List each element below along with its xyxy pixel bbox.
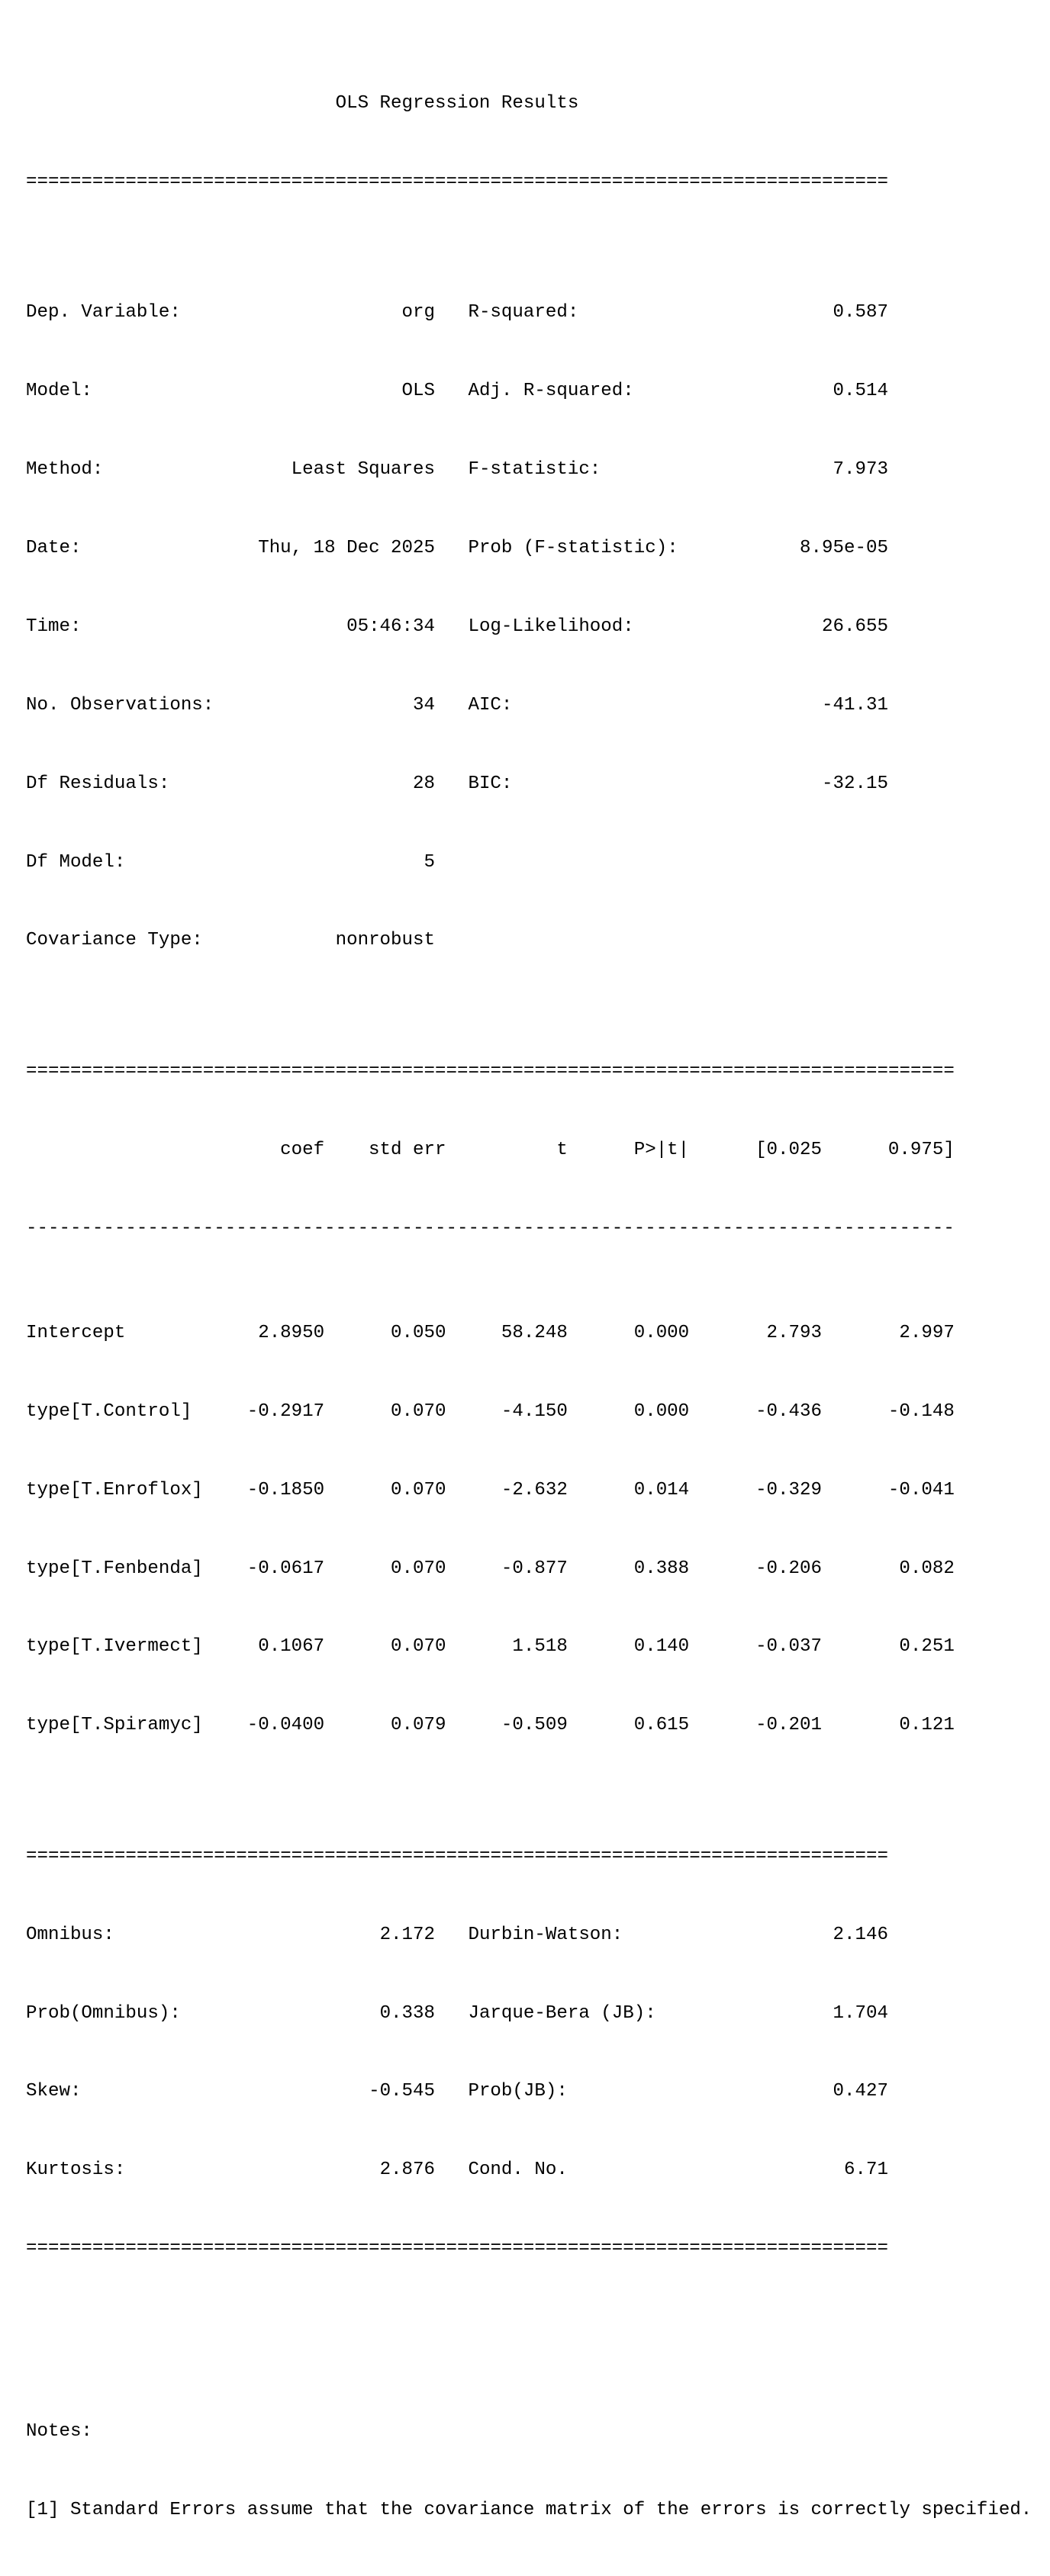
stat-label: Prob (F-statistic): bbox=[468, 537, 678, 558]
divider-dash: ------------------------------------------------------------------------------------ bbox=[26, 1217, 955, 1239]
ci-low-value: -0.201 bbox=[755, 1715, 822, 1736]
column-header-t: t bbox=[556, 1139, 568, 1160]
stat-value: -41.31 bbox=[822, 694, 888, 716]
stat-label: Prob(JB): bbox=[468, 2081, 568, 2102]
coef-row bbox=[26, 1556, 1050, 1582]
stat-value: 1.704 bbox=[833, 2002, 888, 2024]
stat-label: Kurtosis: bbox=[26, 2160, 126, 2181]
p-value: 0.000 bbox=[633, 1401, 690, 1422]
info-left-cell bbox=[26, 535, 435, 561]
stat-value: 28 bbox=[413, 773, 435, 794]
t-value: 1.518 bbox=[512, 1636, 568, 1658]
info-row bbox=[26, 300, 1050, 326]
column-gap bbox=[435, 2157, 468, 2183]
stat-value: Thu, 18 Dec 2025 bbox=[258, 537, 435, 558]
stat-value: 0.514 bbox=[833, 381, 888, 402]
stat-value: Least Squares bbox=[291, 459, 435, 481]
stat-value: 0.427 bbox=[833, 2081, 888, 2102]
info-left-cell bbox=[26, 771, 435, 797]
stat-value: 05:46:34 bbox=[346, 616, 435, 637]
stat-value: 7.973 bbox=[833, 459, 888, 481]
stat-label: BIC: bbox=[468, 773, 513, 794]
stat-value: org bbox=[401, 302, 435, 323]
stat-value: 5 bbox=[424, 851, 435, 873]
info-row bbox=[26, 771, 1050, 797]
stat-value: 26.655 bbox=[822, 616, 888, 637]
stat-value: 2.172 bbox=[379, 1924, 435, 1945]
info-left-cell bbox=[26, 850, 435, 876]
info-row bbox=[26, 457, 1050, 483]
coef-value: -0.1850 bbox=[246, 1479, 325, 1500]
info-row bbox=[26, 614, 1050, 640]
info-left-cell bbox=[26, 928, 435, 954]
stderr-value: 0.070 bbox=[391, 1401, 446, 1422]
stat-label: Method: bbox=[26, 459, 104, 481]
stat-value: 2.146 bbox=[833, 1924, 888, 1945]
coef-header-row bbox=[26, 1137, 1050, 1163]
stderr-value: 0.079 bbox=[391, 1715, 446, 1736]
ci-low-value: -0.436 bbox=[755, 1401, 822, 1422]
coef-value: -0.0617 bbox=[246, 1558, 325, 1579]
t-value: -0.877 bbox=[501, 1558, 568, 1579]
ci-low-value: 2.793 bbox=[766, 1322, 822, 1343]
stat-label: Adj. R-squared: bbox=[468, 381, 634, 402]
diagnostic-row bbox=[26, 2157, 1050, 2183]
coef-variable-name: type[T.Control] bbox=[26, 1401, 192, 1422]
info-right-cell bbox=[468, 457, 887, 483]
column-gap bbox=[435, 300, 468, 326]
ci-low-value: -0.037 bbox=[755, 1636, 822, 1658]
diagnostic-row bbox=[26, 2079, 1050, 2105]
stat-value: OLS bbox=[401, 381, 435, 402]
t-value: -4.150 bbox=[501, 1401, 568, 1422]
blank-line bbox=[26, 2340, 1050, 2366]
diagnostic-row bbox=[26, 1922, 1050, 1948]
coef-row bbox=[26, 1399, 1050, 1425]
stat-value: nonrobust bbox=[335, 930, 435, 951]
column-gap bbox=[435, 2001, 468, 2027]
info-left-cell bbox=[26, 614, 435, 640]
stat-value: -0.545 bbox=[369, 2081, 435, 2102]
info-right-cell bbox=[468, 693, 887, 719]
column-gap bbox=[435, 535, 468, 561]
info-row bbox=[26, 850, 1050, 876]
notes-heading: Notes: bbox=[26, 2421, 92, 2443]
diag-left-cell bbox=[26, 2001, 435, 2027]
info-row bbox=[26, 693, 1050, 719]
ci-low-value: -0.206 bbox=[755, 1558, 822, 1579]
stat-label: Df Model: bbox=[26, 851, 126, 873]
coef-variable-name: type[T.Spiramyc] bbox=[26, 1715, 203, 1736]
info-row bbox=[26, 378, 1050, 404]
stderr-value: 0.070 bbox=[391, 1479, 446, 1500]
info-right-cell bbox=[468, 535, 887, 561]
p-value: 0.014 bbox=[633, 1479, 690, 1500]
column-header-coef: coef bbox=[280, 1139, 325, 1160]
column-header-ci-high: 0.975] bbox=[887, 1139, 955, 1160]
column-header-stderr: std err bbox=[369, 1139, 446, 1160]
coef-value: 0.1067 bbox=[258, 1636, 325, 1658]
info-right-cell bbox=[468, 928, 887, 954]
column-header-ci-low: [0.025 bbox=[755, 1139, 822, 1160]
stat-label: Durbin-Watson: bbox=[468, 1924, 623, 1945]
diag-right-cell bbox=[468, 1922, 887, 1948]
coef-row bbox=[26, 1320, 1050, 1346]
info-left-cell bbox=[26, 378, 435, 404]
stat-value: 8.95e-05 bbox=[800, 537, 888, 558]
t-value: 58.248 bbox=[501, 1322, 568, 1343]
column-gap bbox=[435, 771, 468, 797]
column-gap bbox=[435, 614, 468, 640]
info-right-cell bbox=[468, 771, 887, 797]
stat-value: 6.71 bbox=[843, 2160, 888, 2181]
diagnostic-row bbox=[26, 2001, 1050, 2027]
stat-value: -32.15 bbox=[822, 773, 888, 794]
info-row bbox=[26, 535, 1050, 561]
coef-variable-name: type[T.Ivermect] bbox=[26, 1636, 203, 1658]
diag-left-cell bbox=[26, 2157, 435, 2183]
column-header-variable bbox=[26, 1137, 203, 1163]
stat-label: Prob(Omnibus): bbox=[26, 2002, 181, 2024]
stat-label: Dep. Variable: bbox=[26, 302, 181, 323]
info-right-cell bbox=[468, 850, 887, 876]
stat-label: No. Observations: bbox=[26, 694, 214, 716]
column-gap bbox=[435, 850, 468, 876]
ci-high-value: -0.148 bbox=[887, 1401, 955, 1422]
info-right-cell bbox=[468, 300, 887, 326]
report-title: OLS Regression Results bbox=[335, 92, 579, 114]
divider-double-bottom: ============================================================================== bbox=[26, 2238, 888, 2259]
diag-right-cell bbox=[468, 2157, 887, 2183]
info-left-cell bbox=[26, 457, 435, 483]
stat-label: Log-Likelihood: bbox=[468, 616, 634, 637]
diag-left-cell bbox=[26, 2079, 435, 2105]
info-left-cell bbox=[26, 300, 435, 326]
info-row bbox=[26, 928, 1050, 954]
stat-label: Jarque-Bera (JB): bbox=[468, 2002, 656, 2024]
stat-value: 0.338 bbox=[379, 2002, 435, 2024]
column-gap bbox=[435, 2079, 468, 2105]
column-gap bbox=[435, 457, 468, 483]
stat-label: Date: bbox=[26, 537, 82, 558]
stat-label: F-statistic: bbox=[468, 459, 601, 481]
stderr-value: 0.070 bbox=[391, 1558, 446, 1579]
ci-high-value: 0.082 bbox=[899, 1558, 955, 1579]
stat-value: 0.587 bbox=[833, 302, 888, 323]
info-right-cell bbox=[468, 378, 887, 404]
stat-label: R-squared: bbox=[468, 302, 579, 323]
p-value: 0.615 bbox=[633, 1715, 690, 1736]
coef-value: 2.8950 bbox=[258, 1322, 325, 1343]
ci-high-value: 2.997 bbox=[899, 1322, 955, 1343]
info-right-cell bbox=[468, 614, 887, 640]
p-value: 0.388 bbox=[633, 1558, 690, 1579]
diag-right-cell bbox=[468, 2001, 887, 2027]
divider-double-coef-top: ==================================================================================== bbox=[26, 1060, 955, 1082]
stat-value: 2.876 bbox=[379, 2160, 435, 2181]
stat-label: Covariance Type: bbox=[26, 930, 203, 951]
stderr-value: 0.070 bbox=[391, 1636, 446, 1658]
ci-high-value: 0.251 bbox=[899, 1636, 955, 1658]
column-gap bbox=[435, 928, 468, 954]
stat-label: Df Residuals: bbox=[26, 773, 170, 794]
notes-item: [1] Standard Errors assume that the covariance matrix of the errors is correctly specified. bbox=[26, 2500, 1032, 2521]
p-value: 0.000 bbox=[633, 1322, 690, 1343]
column-gap bbox=[435, 1922, 468, 1948]
stderr-value: 0.050 bbox=[391, 1322, 446, 1343]
stat-label: Omnibus: bbox=[26, 1924, 114, 1945]
coef-row bbox=[26, 1713, 1050, 1738]
column-header-pvalue: P>|t| bbox=[633, 1139, 690, 1160]
divider-double-top: ============================================================================== bbox=[26, 171, 888, 192]
coef-value: -0.2917 bbox=[246, 1401, 325, 1422]
stat-value: 34 bbox=[413, 694, 435, 716]
p-value: 0.140 bbox=[633, 1636, 690, 1658]
stat-label: AIC: bbox=[468, 694, 513, 716]
stat-label: Skew: bbox=[26, 2081, 82, 2102]
stat-label: Time: bbox=[26, 616, 82, 637]
stat-label: Cond. No. bbox=[468, 2160, 568, 2181]
divider-double-diag-top: ============================================================================== bbox=[26, 1845, 888, 1867]
coef-variable-name: type[T.Enroflox] bbox=[26, 1479, 203, 1500]
ci-high-value: -0.041 bbox=[887, 1479, 955, 1500]
ci-high-value: 0.121 bbox=[899, 1715, 955, 1736]
t-value: -2.632 bbox=[501, 1479, 568, 1500]
coef-row bbox=[26, 1478, 1050, 1503]
ci-low-value: -0.329 bbox=[755, 1479, 822, 1500]
info-left-cell bbox=[26, 693, 435, 719]
coef-variable-name: type[T.Fenbenda] bbox=[26, 1558, 203, 1579]
diag-left-cell bbox=[26, 1922, 435, 1948]
column-gap bbox=[435, 693, 468, 719]
column-gap bbox=[435, 378, 468, 404]
coef-value: -0.0400 bbox=[246, 1715, 325, 1736]
coef-row bbox=[26, 1634, 1050, 1660]
diag-right-cell bbox=[468, 2079, 887, 2105]
stat-label: Model: bbox=[26, 381, 92, 402]
t-value: -0.509 bbox=[501, 1715, 568, 1736]
coef-variable-name: Intercept bbox=[26, 1322, 126, 1343]
